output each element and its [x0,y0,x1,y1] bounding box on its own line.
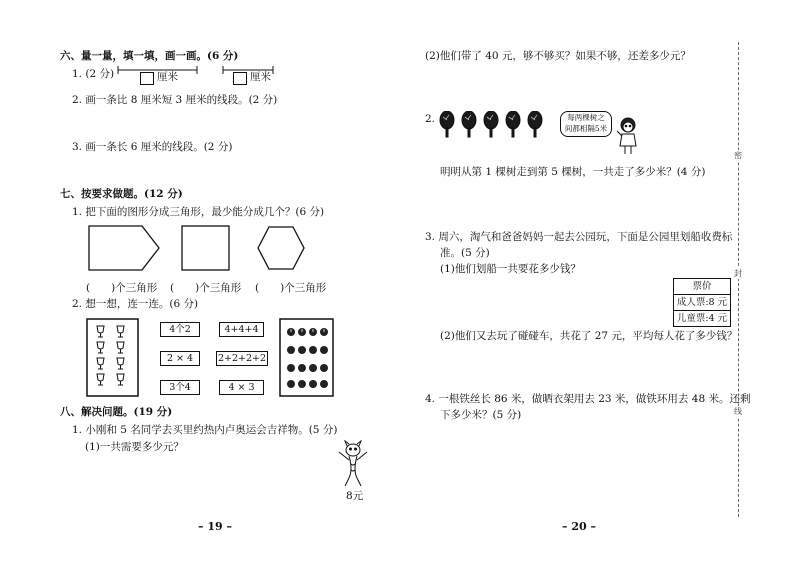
question-4-line-1: 4. 一根铁丝长 86 米，做晒衣架用去 23 米，做铁环用去 48 米。还剩 [425,393,751,405]
question-2-text: 明明从第 1 棵树走到第 5 棵树，一共走了多少米？(4 分) [440,166,706,178]
binding-label-seal: 密 [734,151,742,160]
girl-picture [614,116,644,156]
expr-card-6-text: 4 × 3 [228,382,255,393]
mascot-picture [335,440,371,490]
question-8-1-part-1: (1)一共需要多少元？ [85,441,184,453]
question-6-1: 1. (2 分) [72,68,115,80]
question-8-1: 1. 小刚和 5 名同学去买里约热内卢奥运会吉祥物。(5 分) [72,424,338,436]
answer-blank-pentagon[interactable]: ( )个三角形 [86,282,158,294]
answer-blank-square[interactable]: ( )个三角形 [170,282,242,294]
wine-glasses-picture [86,318,140,398]
question-3-part-1: (1)他们划船一共要花多少钱？ [440,263,581,275]
binding-line [738,42,739,517]
page-number-right: – 20 – [562,520,596,533]
price-table [673,278,731,327]
section-6-title: 六、量一量，填一填，画一画。(6 分) [60,50,239,62]
trees-picture [437,111,547,139]
question-3-part-2: (2)他们又去玩了碰碰车，共花了 27 元，平均每人花了多少钱？ [440,330,738,342]
question-3-line-1: 3. 周六，淘气和爸爸妈妈一起去公园玩，下面是公园里划船收费标 [425,231,733,243]
question-8-1-part-2: (2)他们带了 40 元，够不够买？如果不够，还差多少元？ [425,50,691,62]
speech-bubble [560,111,612,137]
question-6-2: 2. 画一条比 8 厘米短 3 厘米的线段。(2 分) [72,94,278,106]
section-7-title: 七、按要求做题。(12 分) [60,188,183,200]
apples-picture [279,318,335,398]
expr-card-3[interactable] [160,351,200,366]
expr-card-4[interactable] [216,351,268,366]
binding-label-line: 线 [734,407,742,416]
binding-label-closed: 封 [734,269,742,278]
unit-label-2: 厘米 [250,71,271,83]
expr-card-1-text: 4个2 [169,324,191,335]
answer-box-1[interactable] [140,72,154,85]
question-6-3: 3. 画一条长 6 厘米的线段。(2 分) [72,141,233,153]
expr-card-2[interactable] [219,322,264,337]
expr-card-5[interactable] [160,380,200,395]
expr-card-6[interactable] [219,380,264,395]
price-table-header: 票价 [674,279,730,295]
question-4-line-2: 下多少米？(5 分) [440,409,522,421]
question-3-line-2: 准。(5 分) [440,247,490,259]
expr-card-1[interactable] [160,322,200,337]
bubble-line-1: 每两棵树之 [567,113,605,122]
price-table-child: 儿童票:4 元 [676,313,728,324]
expr-card-3-text: 2 × 4 [166,353,194,364]
expr-card-5-text: 3个4 [169,382,191,393]
question-7-1: 1. 把下面的图形分成三角形，最少能分成几个？(6 分) [72,206,325,218]
price-table-adult: 成人票:8 元 [674,295,730,311]
square-shape [182,226,229,270]
mascot-price: 8元 [346,490,364,502]
unit-label-1: 厘米 [157,71,178,83]
answer-box-2[interactable] [233,72,247,85]
hexagon-shape [258,227,304,269]
section-8-title: 八、解决问题。(19 分) [60,406,173,418]
shapes-figure [86,224,316,274]
question-7-2: 2. 想一想，连一连。(6 分) [72,298,199,310]
expr-card-2-text: 4+4+4 [224,324,259,335]
bubble-line-2: 间都相隔5米 [564,124,608,133]
page-number-left: – 19 – [198,520,232,533]
pentagon-shape [89,226,159,270]
expr-card-4-text: 2+2+2+2 [217,353,267,364]
answer-blank-hexagon[interactable]: ( )个三角形 [255,282,327,294]
question-2-number: 2. [425,113,436,125]
